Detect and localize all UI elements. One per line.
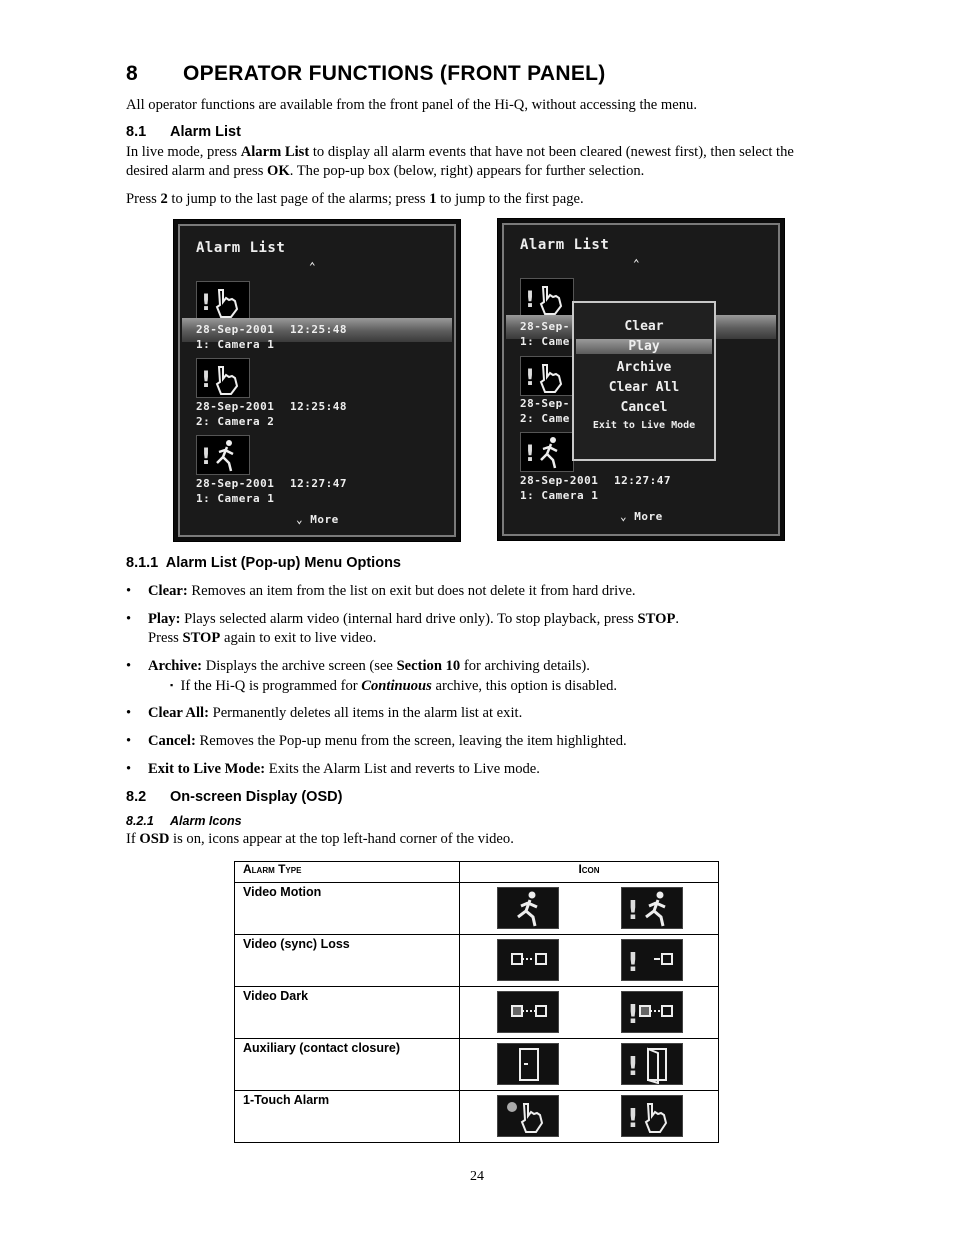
icon-cell — [460, 1039, 719, 1091]
alarm-time: 12:27:47 — [290, 477, 347, 490]
running-man-alarm-icon — [621, 887, 683, 929]
svg-text:!: ! — [525, 442, 536, 467]
paragraph-alarm-icons: If OSD is on, icons appear at the top left-hand corner of the video. — [126, 831, 514, 847]
alarm-camera: 1: Camera 1 — [196, 338, 275, 351]
screen-title: Alarm List — [196, 240, 286, 256]
svg-text:!: ! — [201, 445, 212, 470]
alarm-date: 28-Sep-2001 — [196, 400, 275, 413]
camera-dark-alarm-icon — [621, 991, 683, 1033]
alarm-time: 12:25:48 — [290, 323, 347, 336]
svg-text:!: ! — [627, 1052, 639, 1082]
alarm-camera: 1: Camera 1 — [520, 489, 599, 502]
hand-press-icon — [196, 358, 250, 398]
scroll-down-icon: ⌄ — [296, 513, 311, 526]
icon-cell — [460, 1091, 719, 1143]
popup-item-play[interactable]: Play — [576, 339, 712, 354]
svg-text:!: ! — [201, 368, 212, 393]
svg-text:!: ! — [525, 366, 536, 391]
alarm-type-cell: Video Dark — [235, 987, 460, 1039]
svg-text:!: ! — [627, 1104, 639, 1134]
header-icon: Icon — [460, 862, 719, 883]
alarm-time: 12:25:48 — [290, 400, 347, 413]
subsection-heading-8-2: 8.2 On-screen Display (OSD) — [126, 789, 343, 805]
alarm-date: 28-Sep-2001 — [196, 477, 275, 490]
paragraph-alarm-list-1: In live mode, press Alarm List to display all alarm events that have not been cleared (newest first), then select the desired alarm and press OK. The pop-up box (below, right) appears for further selection. — [126, 144, 794, 179]
alarm-camera: 1: Camera 1 — [196, 492, 275, 505]
svg-text:!: ! — [627, 948, 639, 978]
scroll-up-icon: ⌃ — [633, 257, 641, 270]
svg-text:!: ! — [525, 288, 536, 313]
popup-menu — [572, 301, 716, 461]
alarm-list-popup-screenshot — [497, 218, 785, 541]
more-link[interactable]: ⌄ More — [620, 510, 663, 523]
popup-item-archive[interactable]: Archive — [616, 360, 672, 375]
icon-cell — [460, 987, 719, 1039]
alarm-icons-table — [234, 861, 719, 1143]
icon-cell — [460, 883, 719, 935]
camera-disconnect-icon — [497, 939, 559, 981]
subsection-heading-8-1: 8.1 Alarm List — [126, 124, 241, 140]
camera-dark-icon — [497, 991, 559, 1033]
table-row — [235, 935, 719, 987]
hand-press-alarm-icon — [621, 1095, 683, 1137]
alarm-camera: 2: Came — [520, 412, 570, 425]
alarm-list-screenshot — [173, 219, 461, 542]
icon-cell — [460, 935, 719, 987]
table-row — [235, 1039, 719, 1091]
hand-press-icon — [520, 278, 574, 318]
alarm-date: 28-Sep-2001 — [196, 323, 275, 336]
more-link[interactable]: ⌄ More — [296, 513, 339, 526]
svg-text:!: ! — [627, 896, 639, 926]
page-number: 24 — [470, 1169, 484, 1184]
svg-text:!: ! — [201, 291, 212, 316]
popup-item-clear-all[interactable]: Clear All — [608, 380, 680, 395]
scroll-up-icon: ⌃ — [309, 260, 317, 273]
popup-item-exit-live-mode[interactable]: Exit to Live Mode — [592, 420, 696, 431]
alarm-date: 28-Sep- — [520, 397, 570, 410]
table-row — [235, 883, 719, 935]
alarm-camera: 1: Came — [520, 335, 570, 348]
sub-bullet-continuous: ▪ If the Hi-Q is programmed for Continuous archive, this option is disabled. — [170, 678, 618, 694]
running-man-icon — [520, 432, 574, 472]
hand-press-icon — [497, 1095, 559, 1137]
paragraph-alarm-list-2: Press 2 to jump to the last page of the alarms; press 1 to jump to the first page. — [126, 191, 584, 207]
alarm-type-cell: Video (sync) Loss — [235, 935, 460, 987]
popup-item-clear[interactable]: Clear — [624, 319, 664, 334]
alarm-date: 28-Sep-2001 — [520, 474, 599, 487]
door-closed-icon — [497, 1043, 559, 1085]
section-intro: All operator functions are available from the front panel of the Hi-Q, without accessing the menu. — [126, 97, 697, 113]
alarm-type-cell: Video Motion — [235, 883, 460, 935]
header-alarm-type: Alarm Type — [235, 862, 460, 883]
table-header-row — [235, 862, 719, 883]
camera-disconnect-alarm-icon — [621, 939, 683, 981]
screen-title: Alarm List — [520, 237, 610, 253]
popup-item-cancel[interactable]: Cancel — [620, 400, 668, 415]
running-man-icon — [497, 887, 559, 929]
subsection-heading-8-2-1: 8.2.1 Alarm Icons — [126, 814, 242, 828]
hand-press-icon — [520, 356, 574, 396]
svg-text:!: ! — [627, 1000, 639, 1030]
table-row — [235, 987, 719, 1039]
alarm-camera: 2: Camera 2 — [196, 415, 275, 428]
hand-press-icon — [196, 281, 250, 321]
section-heading: 8 OPERATOR FUNCTIONS (FRONT PANEL) — [126, 62, 606, 85]
alarm-date: 28-Sep- — [520, 320, 570, 333]
subsection-heading-8-1-1: 8.1.1 Alarm List (Pop-up) Menu Options — [126, 555, 401, 571]
running-man-icon — [196, 435, 250, 475]
door-open-alarm-icon — [621, 1043, 683, 1085]
alarm-type-cell: Auxiliary (contact closure) — [235, 1039, 460, 1091]
alarm-type-cell: 1-Touch Alarm — [235, 1091, 460, 1143]
scroll-down-icon: ⌄ — [620, 510, 635, 523]
alarm-time: 12:27:47 — [614, 474, 671, 487]
table-row — [235, 1091, 719, 1143]
